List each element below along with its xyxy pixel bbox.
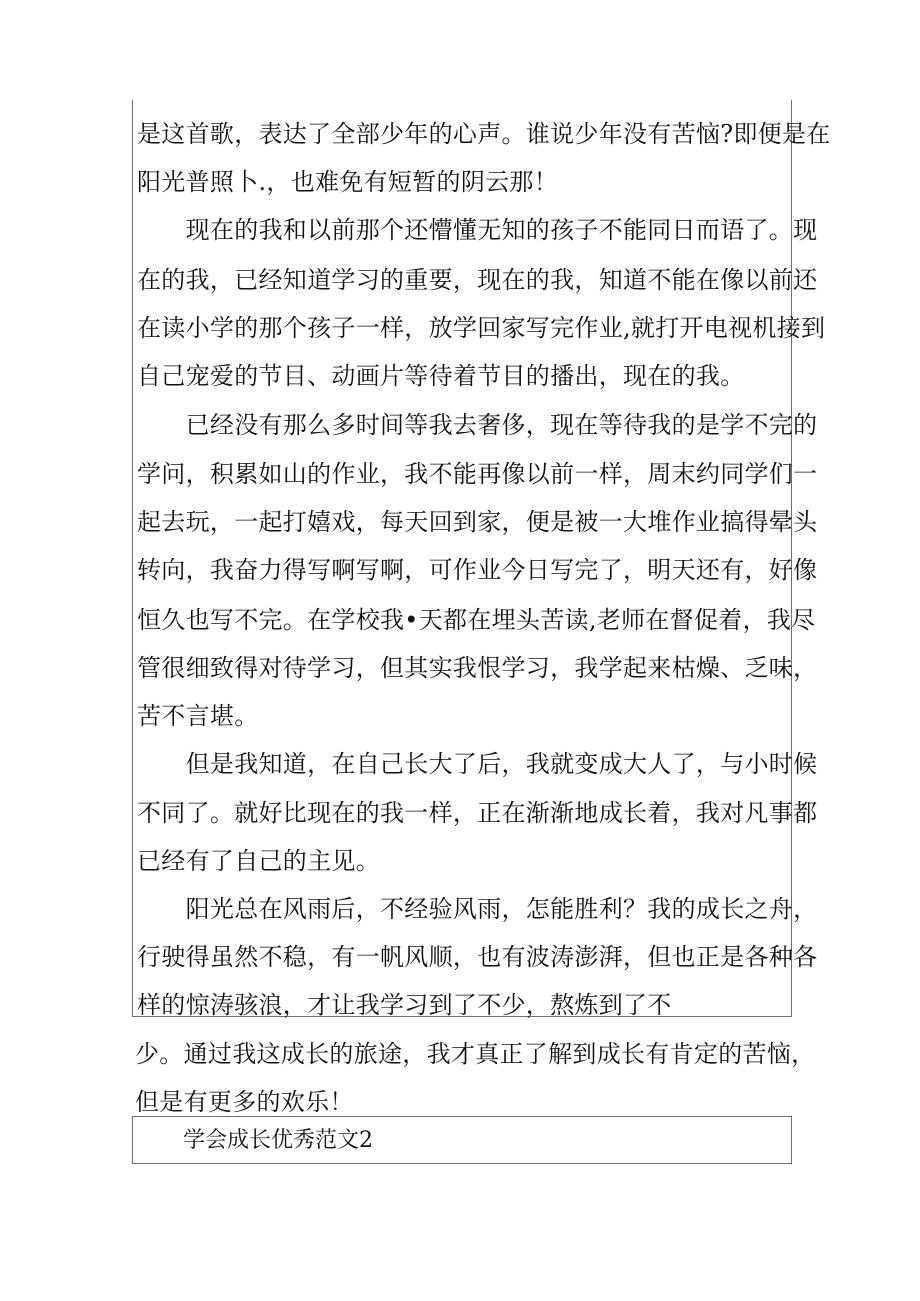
text-line: 在读小学的那个孩子一样，放学回家写完作业,就打开电视机接到 <box>137 314 826 342</box>
text-line: 阳光普照卜.，也难免有短暂的阴云那！ <box>137 168 559 196</box>
text-line: 阳光总在风雨后，不经验风雨，怎能胜利？我的成长之舟， <box>137 895 818 923</box>
text-line: 已经有了自己的主见。 <box>137 847 380 875</box>
text-line: 管很细致得对待学习，但其实我恨学习，我学起来枯燥、乏味， <box>137 654 818 682</box>
text-line: 行驶得虽然不稳，有一帆风顺，也有波涛澎湃，但也正是各种各 <box>137 943 818 971</box>
text-line: 不同了。就好比现在的我一样，正在渐渐地成长着，我对凡事都 <box>137 799 818 827</box>
text-line: 是这首歌，表达了全部少年的心声。谁说少年没有苦恼?即便是在 <box>137 120 831 148</box>
text-line: 自己宠爱的节目、动画片等待着节目的播出，现在的我。 <box>137 362 745 390</box>
text-line: 已经没有那么多时间等我去奢侈，现在等待我的是学不完的 <box>137 411 818 439</box>
text-line: 但是我知道，在自己长大了后，我就变成大人了，与小时候 <box>137 750 818 778</box>
text-line: 苦不言堪。 <box>137 702 259 730</box>
text-line: 在的我，已经知道学习的重要，现在的我，知道不能在像以前还 <box>137 266 818 294</box>
text-line: 转向，我奋力得写啊写啊，可作业今日写完了，明天还有，好像 <box>137 556 818 584</box>
text-line: 少。通过我这成长的旅途，我才真正了解到成长有肯定的苦恼， <box>135 1040 816 1068</box>
text-line: 起去玩，一起打嬉戏，每天回到家，便是被一大堆作业搞得晕头 <box>137 508 818 536</box>
text-line: 但是有更多的欢乐！ <box>135 1088 354 1116</box>
text-line: 恒久也写不完。在学校我•天都在埋头苦读,老师在督促着，我尽 <box>137 606 816 634</box>
text-line: 样的惊涛骇浪，才让我学习到了不少，熬炼到了不 <box>137 991 672 1019</box>
text-line: 现在的我和以前那个还懵懂无知的孩子不能同日而语了。现 <box>137 216 818 244</box>
section-title: 学会成长优秀范文2 <box>183 1128 373 1153</box>
text-line: 学问，积累如山的作业，我不能再像以前一样，周末约同学们一 <box>137 460 818 488</box>
